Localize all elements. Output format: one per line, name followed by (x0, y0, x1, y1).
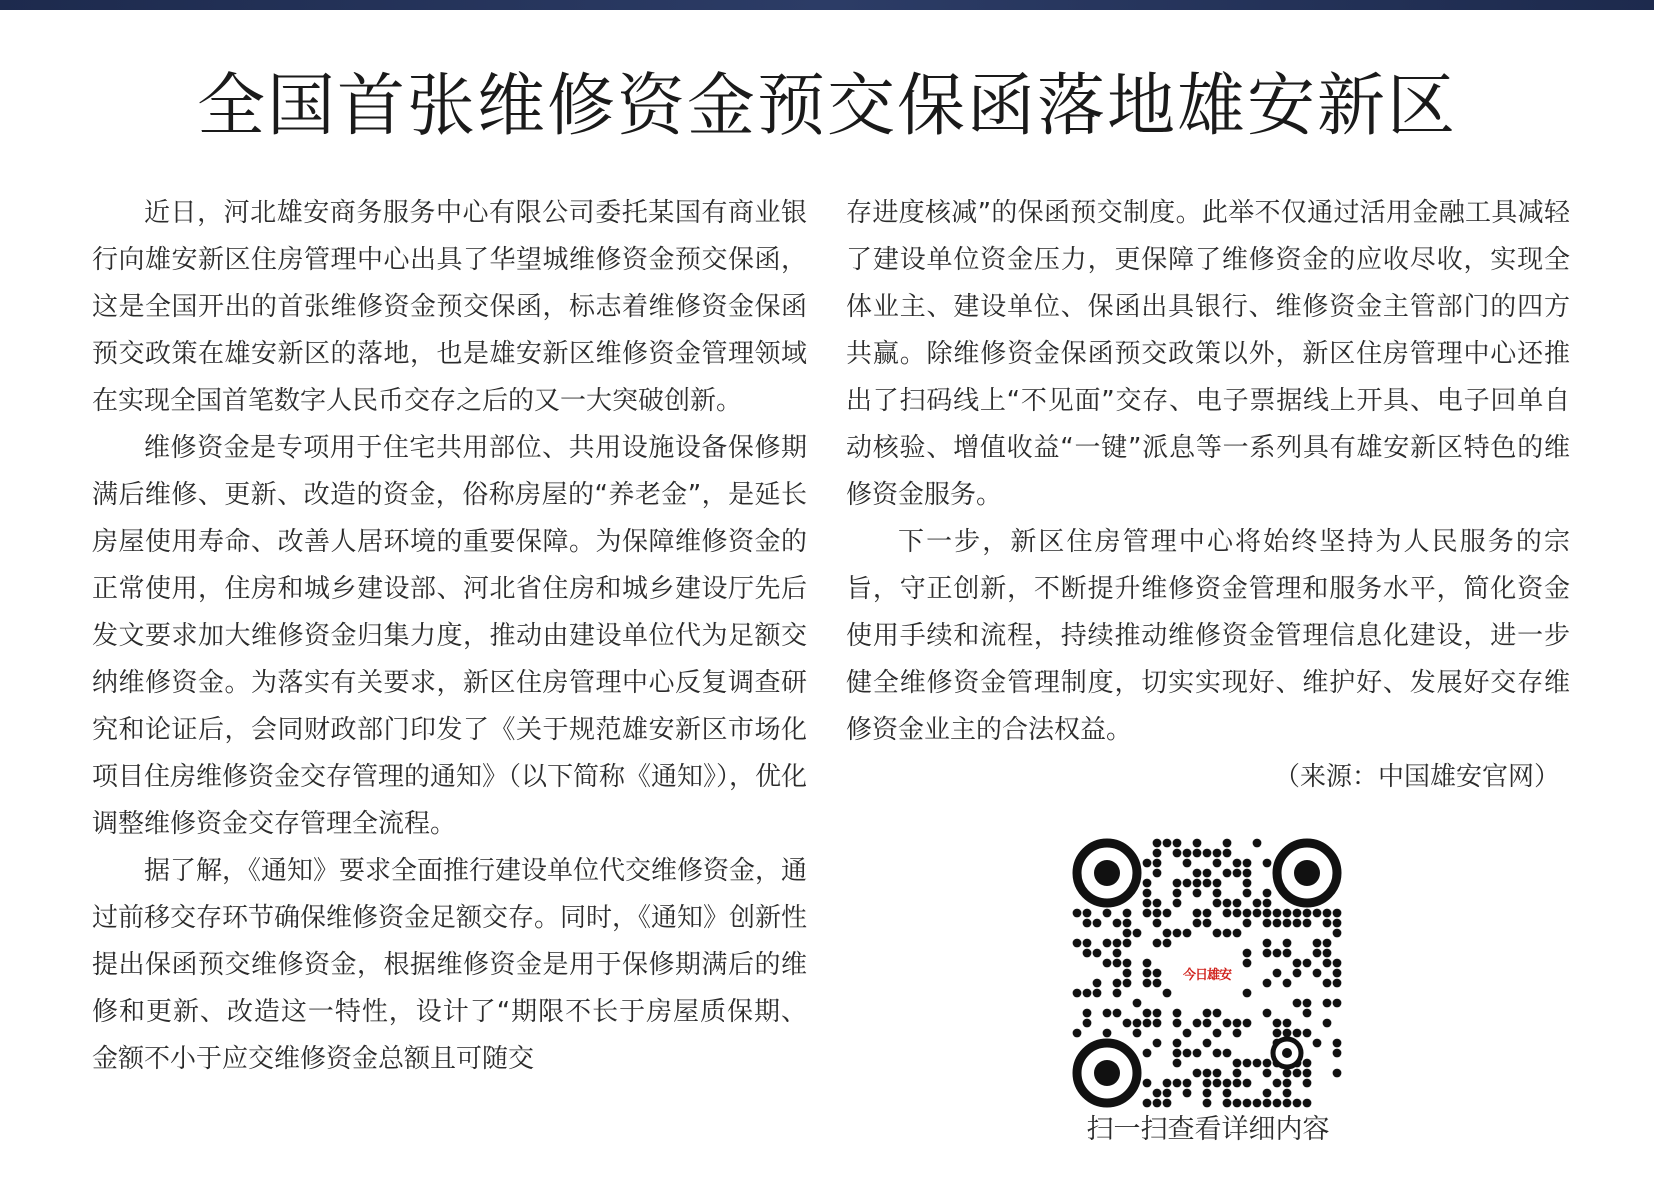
qr-module (1153, 849, 1162, 858)
paragraph-1: 近日，河北雄安商务服务中心有限公司委托某国有商业银行向雄安新区住房管理中心出具了华望城维修资金预交保函，这是全国开出的首张维修资金预交保函，标志着维修资金保函预交政策在雄安新区的落地，也是雄安新区维修资金管理领域在实现全国首笔数字人民币交存之后的又一大突破创新。 (92, 198, 807, 416)
qr-module (1153, 1019, 1162, 1028)
qr-module (1093, 989, 1102, 998)
qr-module (1303, 909, 1312, 918)
qr-module (1323, 979, 1332, 988)
qr-module (1153, 869, 1162, 878)
qr-module (1213, 889, 1222, 898)
qr-module (1173, 1019, 1182, 1028)
right-column (846, 190, 1570, 801)
qr-module (1293, 959, 1302, 968)
qr-module (1183, 1049, 1192, 1058)
qr-module (1243, 879, 1252, 888)
qr-module (1303, 919, 1312, 928)
qr-module (1103, 939, 1112, 948)
qr-module (1153, 1009, 1162, 1018)
qr-module (1203, 849, 1212, 858)
qr-module (1173, 1039, 1182, 1048)
qr-module (1163, 1099, 1172, 1108)
qr-module (1283, 1019, 1292, 1028)
qr-module (1303, 1009, 1312, 1018)
qr-module (1213, 849, 1222, 858)
qr-module (1273, 1079, 1282, 1088)
qr-module (1193, 909, 1202, 918)
qr-module (1243, 989, 1252, 998)
qr-module (1263, 1059, 1272, 1068)
qr-module (1153, 1099, 1162, 1108)
paragraph-3-continued: 存进度核减”的保函预交制度。此举不仅通过活用金融工具减轻了建设单位资金压力，更保障了维修资金的应收尽收，实现全体业主、建设单位、保函出具银行、维修资金主管部门的四方共赢。除维修资金保函预交政策以外，新区住房管理中心还推出了扫码线上“不见面”交存、电子票据线上开具、电子回单自动核验、增值收益“一键”派息等一系列具有雄安新区特色的维修资金服务。 (846, 198, 1570, 510)
qr-module (1283, 939, 1292, 948)
qr-module (1143, 1049, 1152, 1058)
qr-module (1213, 1049, 1222, 1058)
qr-module (1233, 1069, 1242, 1078)
qr-module (1233, 899, 1242, 908)
qr-module (1123, 959, 1132, 968)
qr-module (1183, 879, 1192, 888)
qr-module (1123, 969, 1132, 978)
qr-module (1153, 939, 1162, 948)
qr-module (1283, 1089, 1292, 1098)
qr-module (1273, 1099, 1282, 1108)
qr-module (1203, 879, 1212, 888)
qr-module (1243, 1079, 1252, 1088)
qr-module (1313, 969, 1322, 978)
qr-module (1073, 909, 1082, 918)
qr-module (1173, 879, 1182, 888)
paragraph-3: 据了解，《通知》要求全面推行建设单位代交维修资金，通过前移交存环节确保维修资金足额交存。同时，《通知》创新性提出保函预交维修资金，根据维修资金是用于保修期满后的维修和更新、改造这一特性，设计了“期限不长于房屋质保期、金额不小于应交维修资金总额且可随交 (92, 856, 808, 1074)
qr-module (1293, 919, 1302, 928)
qr-module (1153, 969, 1162, 978)
qr-module (1323, 959, 1332, 968)
qr-module (1173, 1049, 1182, 1058)
qr-module (1263, 1099, 1272, 1108)
qr-module (1243, 859, 1252, 868)
qr-module (1103, 959, 1112, 968)
qr-module (1203, 919, 1212, 928)
qr-module (1123, 909, 1132, 918)
qr-module (1263, 1009, 1272, 1018)
qr-module (1333, 929, 1342, 938)
qr-module (1203, 1019, 1212, 1028)
qr-caption: 扫一扫查看详细内容 (1086, 1114, 1330, 1145)
qr-module (1133, 999, 1142, 1008)
qr-module (1303, 1099, 1312, 1108)
qr-module (1233, 1019, 1242, 1028)
qr-module (1113, 1009, 1122, 1018)
qr-module (1303, 1059, 1312, 1068)
qr-module (1203, 869, 1212, 878)
source-credit: （来源：中国雄安官网） (1273, 762, 1560, 792)
qr-module (1183, 849, 1192, 858)
qr-module (1153, 979, 1162, 988)
qr-module (1083, 989, 1092, 998)
qr-module (1173, 889, 1182, 898)
qr-code-icon[interactable] (1072, 838, 1342, 1108)
qr-module (1183, 859, 1192, 868)
qr-module (1193, 1049, 1202, 1058)
qr-module (1143, 879, 1152, 888)
qr-module (1333, 1049, 1342, 1058)
qr-module (1303, 999, 1312, 1008)
qr-module (1293, 969, 1302, 978)
qr-module (1213, 899, 1222, 908)
qr-module (1263, 909, 1272, 918)
qr-module (1073, 989, 1082, 998)
qr-module (1323, 909, 1332, 918)
qr-module (1183, 929, 1192, 938)
qr-module (1263, 949, 1272, 958)
qr-module (1323, 939, 1332, 948)
qr-module (1173, 1079, 1182, 1088)
qr-module (1113, 989, 1122, 998)
qr-module (1333, 979, 1342, 988)
qr-module (1083, 939, 1092, 948)
qr-module (1233, 1099, 1242, 1108)
qr-module (1143, 1099, 1152, 1108)
qr-module (1213, 929, 1222, 938)
qr-module (1313, 1039, 1322, 1048)
qr-module (1233, 909, 1242, 918)
qr-module (1083, 1019, 1092, 1028)
qr-module (1143, 899, 1152, 908)
qr-module (1313, 939, 1322, 948)
qr-module (1243, 919, 1252, 928)
qr-finder-dot-3 (1094, 1060, 1120, 1086)
paragraph-2: 维修资金是专项用于住宅共用部位、共用设施设备保修期满后维修、更新、改造的资金，俗称房屋的“养老金”，是延长房屋使用寿命、改善人居环境的重要保障。为保障维修资金的正常使用，住房和城乡建设部、河北省住房和城乡建设厅先后发文要求加大维修资金归集力度，推动由建设单位代为足额交纳维修资金。为落实有关要求，新区住房管理中心反复调查研究和论证后，会同财政部门印发了《关于规范雄安新区市场化项目住房维修资金交存管理的通知》（以下简称《通知》），优化调整维修资金交存管理全流程。 (92, 433, 808, 839)
qr-module (1163, 839, 1172, 848)
qr-module (1333, 1039, 1342, 1048)
qr-module (1143, 969, 1152, 978)
qr-module (1253, 1099, 1262, 1108)
qr-module (1213, 859, 1222, 868)
qr-module (1193, 849, 1202, 858)
qr-module (1163, 989, 1172, 998)
qr-module (1243, 869, 1252, 878)
qr-module (1213, 1069, 1222, 1078)
qr-module (1093, 919, 1102, 928)
qr-module (1213, 1029, 1222, 1038)
qr-module (1143, 959, 1152, 968)
qr-module (1153, 899, 1162, 908)
qr-module (1193, 1069, 1202, 1078)
qr-module (1193, 839, 1202, 848)
qr-module (1173, 839, 1182, 848)
qr-module (1253, 909, 1262, 918)
qr-module (1223, 839, 1232, 848)
qr-module (1173, 849, 1182, 858)
qr-module (1123, 979, 1132, 988)
qr-module (1193, 869, 1202, 878)
qr-module (1173, 1059, 1182, 1068)
qr-module (1143, 979, 1152, 988)
qr-module (1113, 949, 1122, 958)
qr-module (1223, 869, 1232, 878)
qr-module (1233, 1059, 1242, 1068)
qr-module (1323, 949, 1332, 958)
qr-module (1283, 979, 1292, 988)
qr-module (1163, 939, 1172, 948)
qr-module (1083, 1009, 1092, 1018)
qr-module (1203, 1039, 1212, 1048)
qr-module (1243, 949, 1252, 958)
qr-module (1183, 1079, 1192, 1088)
qr-module (1243, 1059, 1252, 1068)
qr-logo: 今日雄安 (1175, 941, 1239, 1005)
qr-module (1333, 999, 1342, 1008)
qr-module (1143, 1079, 1152, 1088)
qr-module (1223, 1079, 1232, 1088)
paragraph-4: 下一步，新区住房管理中心将始终坚持为人民服务的宗旨，守正创新，不断提升维修资金管理和服务水平，简化资金使用手续和流程，持续推动维修资金管理信息化建设，进一步健全维修资金管理制度，切实实现好、维护好、发展好交存维修资金业主的合法权益。 (846, 527, 1570, 745)
qr-module (1333, 909, 1342, 918)
qr-module (1253, 1059, 1262, 1068)
qr-module (1193, 879, 1202, 888)
qr-module (1223, 1049, 1232, 1058)
qr-module (1263, 1069, 1272, 1078)
qr-module (1173, 899, 1182, 908)
left-column (92, 190, 807, 1083)
qr-module (1153, 1039, 1162, 1048)
qr-module (1263, 939, 1272, 948)
qr-module (1313, 949, 1322, 958)
qr-module (1233, 869, 1242, 878)
qr-module (1283, 949, 1292, 958)
qr-module (1113, 959, 1122, 968)
qr-module (1333, 969, 1342, 978)
qr-module (1143, 889, 1152, 898)
qr-module (1123, 1019, 1132, 1028)
qr-module (1283, 919, 1292, 928)
qr-module (1243, 889, 1252, 898)
qr-module (1323, 919, 1332, 928)
qr-module (1163, 929, 1172, 938)
qr-module (1213, 1079, 1222, 1088)
qr-module (1223, 899, 1232, 908)
qr-module (1293, 999, 1302, 1008)
qr-module (1123, 939, 1132, 948)
qr-module (1263, 979, 1272, 988)
qr-module (1073, 939, 1082, 948)
qr-module (1113, 919, 1122, 928)
qr-module (1273, 949, 1282, 958)
qr-module (1143, 1009, 1152, 1018)
qr-module (1093, 949, 1102, 958)
qr-module (1313, 909, 1322, 918)
qr-module (1273, 909, 1282, 918)
qr-module (1203, 909, 1212, 918)
qr-module (1203, 1009, 1212, 1018)
qr-module (1113, 939, 1122, 948)
qr-module (1303, 1069, 1312, 1078)
qr-module (1193, 919, 1202, 928)
qr-module (1303, 1079, 1312, 1088)
qr-module (1293, 1099, 1302, 1108)
qr-module (1213, 1009, 1222, 1018)
qr-module (1153, 909, 1162, 918)
qr-module (1303, 1029, 1312, 1038)
qr-module (1133, 1019, 1142, 1028)
qr-module (1233, 1029, 1242, 1038)
qr-module (1333, 1069, 1342, 1078)
qr-module (1083, 949, 1092, 958)
qr-module (1223, 1099, 1232, 1108)
qr-module (1293, 1069, 1302, 1078)
qr-module (1243, 909, 1252, 918)
qr-module (1263, 889, 1272, 898)
qr-module (1103, 909, 1112, 918)
qr-module (1303, 959, 1312, 968)
qr-module (1103, 1029, 1112, 1038)
qr-module (1153, 919, 1162, 928)
qr-module (1333, 919, 1342, 928)
qr-module (1193, 889, 1202, 898)
qr-module (1233, 1079, 1242, 1088)
qr-module (1273, 919, 1282, 928)
qr-module (1133, 929, 1142, 938)
qr-module (1183, 1089, 1192, 1098)
qr-module (1143, 859, 1152, 868)
qr-module (1093, 979, 1102, 988)
qr-module (1283, 1079, 1292, 1088)
qr-module (1323, 1019, 1332, 1028)
qr-module (1203, 1079, 1212, 1088)
qr-module (1153, 1089, 1162, 1098)
qr-module (1123, 919, 1132, 928)
qr-module (1263, 919, 1272, 928)
qr-module (1283, 909, 1292, 918)
qr-module (1203, 1099, 1212, 1108)
qr-module (1253, 899, 1262, 908)
qr-module (1163, 1089, 1172, 1098)
qr-module (1323, 999, 1332, 1008)
qr-module (1193, 1019, 1202, 1028)
qr-module (1263, 859, 1272, 868)
qr-module (1293, 1029, 1302, 1038)
qr-module (1123, 929, 1132, 938)
qr-module (1243, 959, 1252, 968)
qr-module (1203, 1089, 1212, 1098)
qr-module (1083, 919, 1092, 928)
qr-module (1083, 909, 1092, 918)
qr-module (1273, 1019, 1282, 1028)
qr-module (1223, 1019, 1232, 1028)
qr-module (1263, 1089, 1272, 1098)
qr-module (1263, 899, 1272, 908)
article-title: 全国首张维修资金预交保函落地雄安新区 (196, 67, 1457, 146)
qr-module (1223, 1089, 1232, 1098)
qr-module (1283, 1029, 1292, 1038)
qr-module (1283, 1099, 1292, 1108)
qr-module (1243, 1099, 1252, 1108)
qr-module (1173, 1009, 1182, 1018)
qr-finder-dot-2 (1294, 860, 1320, 886)
qr-module (1183, 1029, 1192, 1038)
qr-module (1233, 859, 1242, 868)
qr-alignment-dot (1282, 1048, 1292, 1058)
qr-module (1223, 849, 1232, 858)
qr-module (1163, 909, 1172, 918)
qr-module (1113, 979, 1122, 988)
qr-finder-dot-1 (1094, 860, 1120, 886)
qr-module (1143, 1019, 1152, 1028)
qr-module (1163, 1079, 1172, 1088)
qr-module (1143, 909, 1152, 918)
qr-module (1153, 859, 1162, 868)
qr-module (1333, 959, 1342, 968)
qr-module (1233, 929, 1242, 938)
qr-module (1223, 929, 1232, 938)
qr-module (1273, 969, 1282, 978)
qr-module (1243, 1019, 1252, 1028)
qr-module (1103, 1009, 1112, 1018)
qr-module (1203, 1069, 1212, 1078)
qr-module (1223, 909, 1232, 918)
qr-module (1283, 1069, 1292, 1078)
qr-module (1253, 839, 1262, 848)
qr-module (1073, 1029, 1082, 1038)
qr-module (1213, 879, 1222, 888)
qr-module (1133, 1029, 1142, 1038)
top-decorative-band (0, 0, 1654, 10)
qr-module (1153, 839, 1162, 848)
qr-module (1293, 909, 1302, 918)
qr-module (1273, 1029, 1282, 1038)
qr-module (1173, 929, 1182, 938)
